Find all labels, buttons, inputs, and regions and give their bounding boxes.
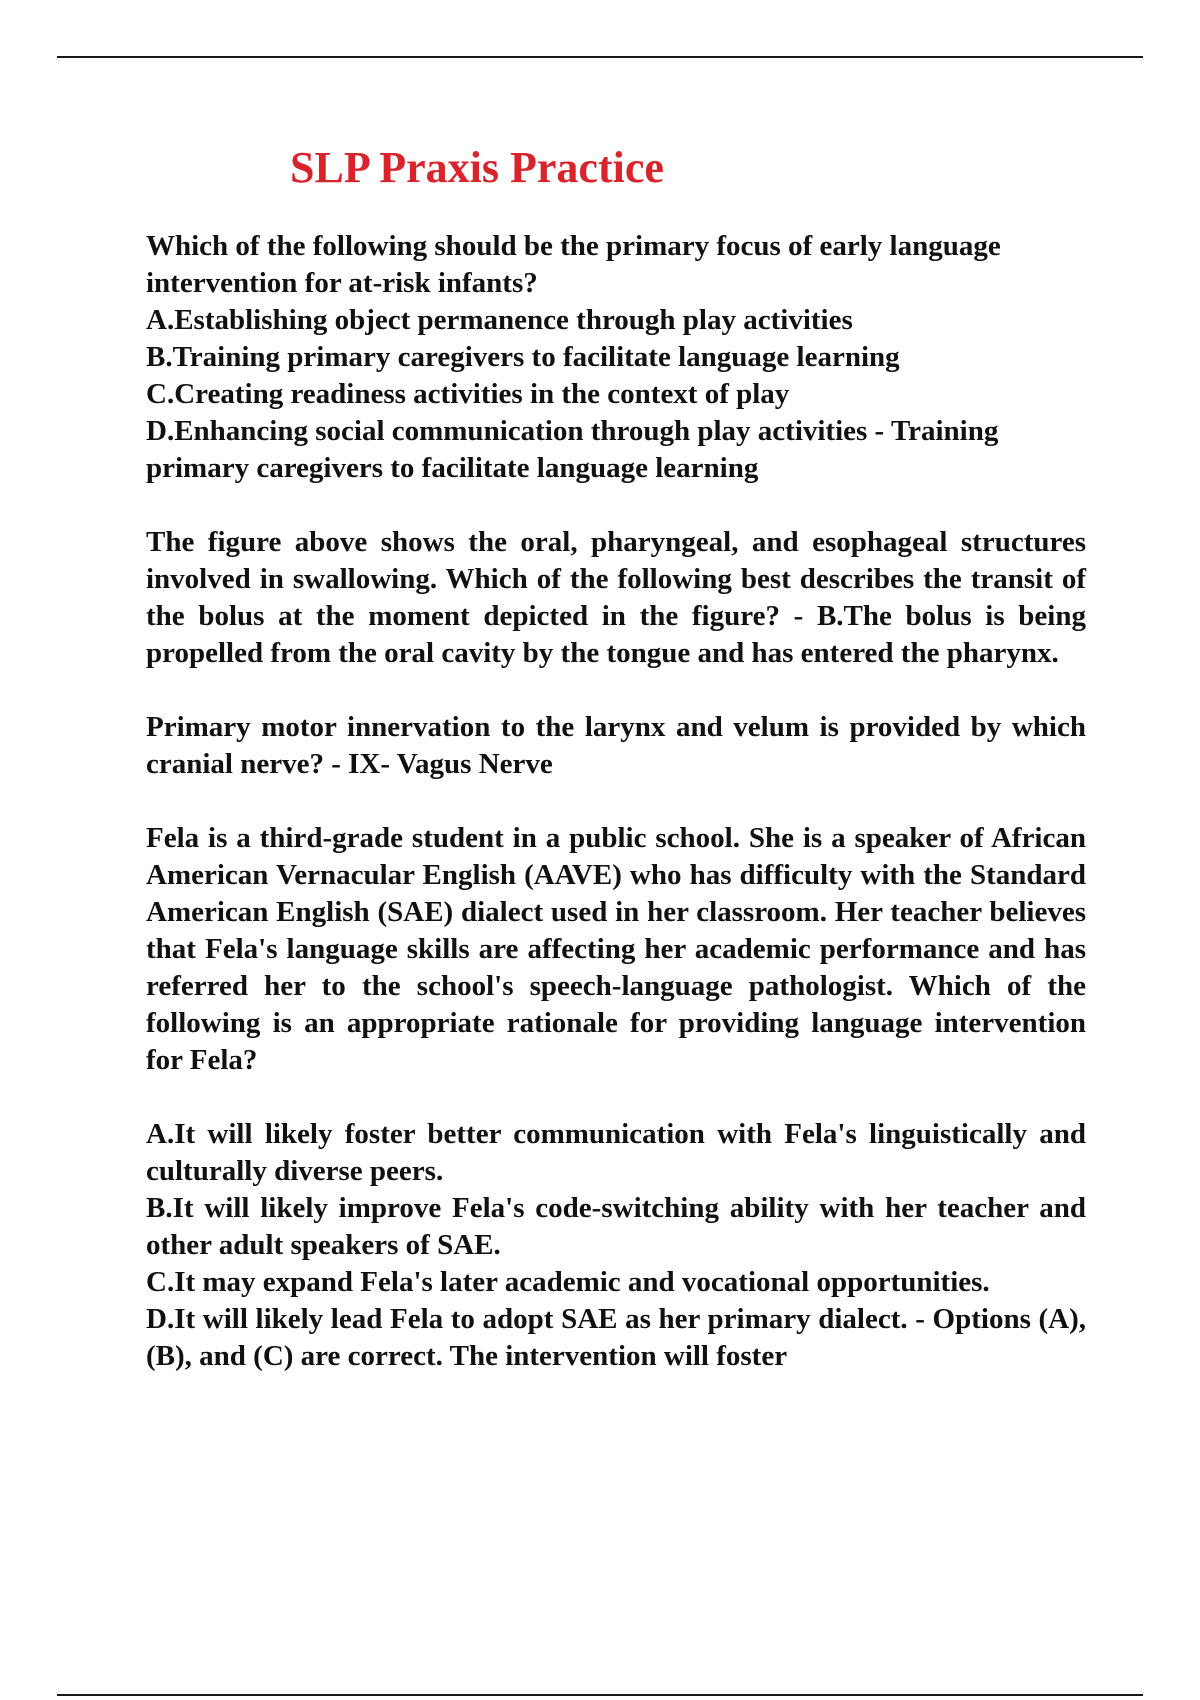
question-2-text: The figure above shows the oral, pharyngeal, and esophageal structures involved in swallowing. Which of the following best describes the transit of the bolus at the moment depicted in the figure? - B.The bolus is being propelled from the oral cavity by the tongue and has entered the pharynx. xyxy=(146,526,1086,669)
top-rule xyxy=(57,56,1143,58)
question-4-text: Fela is a third-grade student in a public school. She is a speaker of African American Vernacular English (AAVE) who has difficulty with the Standard American English (SAE) dialect used in her classroom. Her teacher believes that Fela's language skills are affecting her academic performance and has referred her to the school's speech-language pathologist. Which of the following is an appropriate rationale for providing language intervention for Fela? xyxy=(146,822,1086,1076)
question-3 xyxy=(146,709,1086,783)
question-1-option-b: B.Training primary caregivers to facilitate language learning xyxy=(146,341,900,373)
question-3-text: Primary motor innervation to the larynx and velum is provided by which cranial nerve? - IX- Vagus Nerve xyxy=(146,711,1086,780)
question-4 xyxy=(146,820,1086,1079)
page-title: SLP Praxis Practice xyxy=(290,143,664,192)
question-4-option-a: A.It will likely foster better communication with Fela's linguistically and culturally diverse peers. xyxy=(146,1118,1086,1187)
question-1-option-c: C.Creating readiness activities in the context of play xyxy=(146,378,790,410)
bottom-rule xyxy=(57,1694,1143,1696)
question-1-text: Which of the following should be the primary focus of early language intervention for at-risk infants? xyxy=(146,230,1001,299)
question-4-option-d: D.It will likely lead Fela to adopt SAE as her primary dialect. - Options (A), (B), and (C) are correct. The intervention will foster xyxy=(146,1303,1086,1372)
question-4-option-c: C.It may expand Fela's later academic and vocational opportunities. xyxy=(146,1266,990,1298)
question-4-options xyxy=(146,1116,1086,1375)
document-body xyxy=(146,228,1086,1375)
question-2 xyxy=(146,524,1086,672)
question-4-option-b: B.It will likely improve Fela's code-switching ability with her teacher and other adult speakers of SAE. xyxy=(146,1192,1086,1261)
question-1-option-a: A.Establishing object permanence through play activities xyxy=(146,304,853,336)
question-1-option-d: D.Enhancing social communication through play activities - Training primary caregivers to facilitate language learning xyxy=(146,415,999,484)
question-1 xyxy=(146,228,1086,487)
